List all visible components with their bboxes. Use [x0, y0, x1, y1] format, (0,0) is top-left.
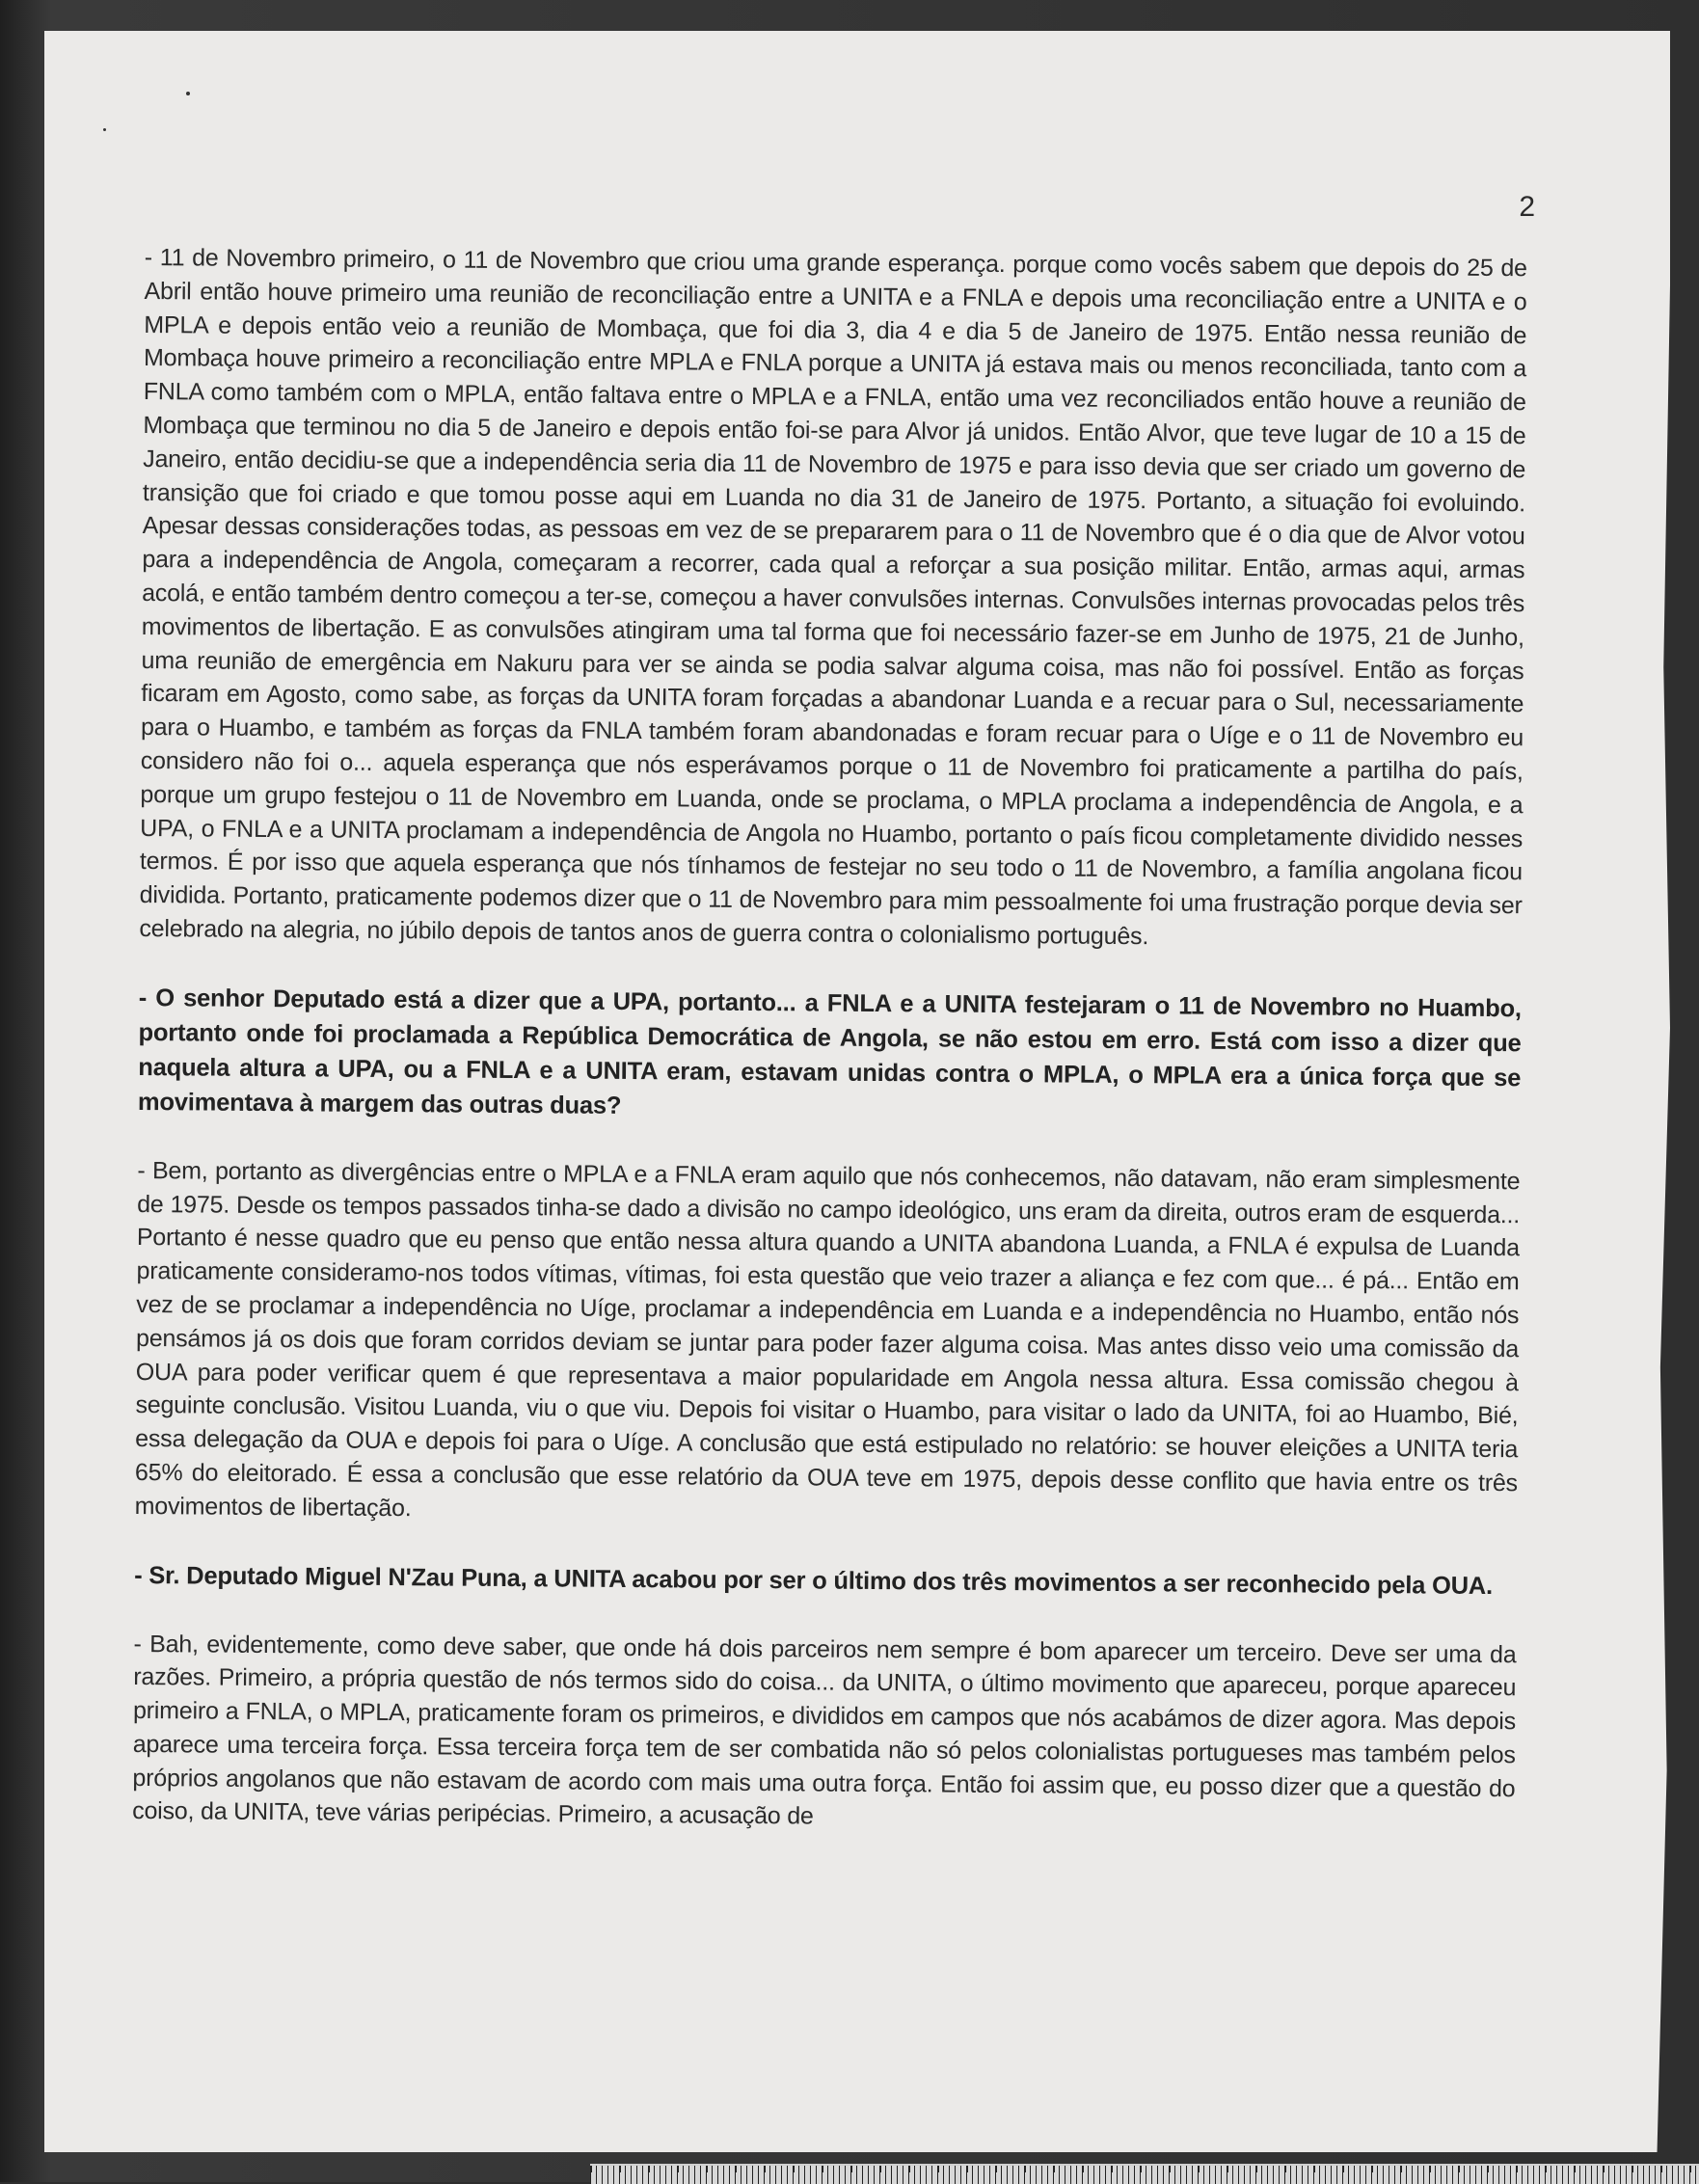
page-number: 2	[1519, 191, 1535, 223]
speck-mark	[186, 92, 190, 95]
answer-paragraph: - Bah, evidentemente, como deve saber, que onde há dois parceiros nem sempre é bom aparecer um terceiro. Deve ser uma da razões. Primeiro, a própria questão de nós termos sido do coisa... da UNITA, o último movimento que apareceu, porque apareceu primeiro a FNLA, o MPLA, praticamente foram os primeiros, e divididos em campos que nós acabámos de dizer agora. Mas depois aparece uma terceira força. Essa terceira força tem de ser combatida não só pelos colonialistas portugueses mas também pelos próprios angolanos que não estavam de acordo com mais uma outra força. Então foi assim que, eu posso dizer que a questão do coiso, da UNITA, teve várias peripécias. Primeiro, a acusação de	[132, 1630, 1517, 1830]
document-body	[132, 241, 1527, 1874]
answer-paragraph: - 11 de Novembro primeiro, o 11 de Novembro que criou uma grande esperança. porque como vocês sabem que depois do 25 de Abril então houve primeiro uma reunião de reconciliação entre a UNITA e a FNLA e depois uma reconciliação entre a UNITA e o MPLA e depois então veio a reunião de Mombaça, que foi dia 3, dia 4 e dia 5 de Janeiro de 1975. Então nessa reunião de Mombaça houve primeiro a reconciliação entre MPLA e FNLA porque a UNITA já estava mais ou menos reconciliada, tanto com a FNLA como também com o MPLA, então faltava entre o MPLA e a FNLA, então uma vez reconciliados então houve a reunião de Mombaça que terminou no dia 5 de Janeiro e depois então foi-se para Alvor já unidos. Então Alvor, que teve lugar de 10 a 15 de Janeiro, então decidiu-se que a independência seria dia 11 de Novembro de 1975 e para isso devia que ser criado um governo de transição que foi criado e que tomou posse aqui em Luanda no dia 31 de Janeiro de 1975. Portanto, a situação foi evoluindo. Apesar dessas considerações todas, as pessoas em vez de se prepararem para o 11 de Novembro que é o dia que de Alvor votou para a independência de Angola, começaram a recorrer, cada qual a reforçar a sua posição militar. Então, armas aqui, armas acolá, e então também dentro começou a ter-se, começou a haver convulsões internas. Convulsões internas provocadas pelos três movimentos de libertação. E as convulsões atingiram uma tal forma que foi necessário fazer-se em Junho de 1975, 21 de Junho, uma reunião de emergência em Nakuru para ver se ainda se podia salvar alguma coisa, mas não foi possível. Então as forças ficaram em Agosto, como sabe, as forças da UNITA foram forçadas a abandonar Luanda e a recuar para o Sul, necessariamente para o Huambo, e também as forças da FNLA também foram abandonadas e foram recuar para o Uíge e o 11 de Novembro eu considero não foi o... aquela esperança que nós esperávamos porque o 11 de Novembro foi praticamente a partilha do país, porque um grupo festejou o 11 de Novembro em Luanda, onde se proclama, o MPLA proclama a independência de Angola, e a UPA, o FNLA e a UNITA proclamam a independência de Angola no Huambo, portanto o país ficou completamente dividido nesses termos. É por isso que aquela esperança que nós tínhamos de festejar no seu todo o 11 de Novembro, a família angolana ficou dividida. Portanto, praticamente podemos dizer que o 11 de Novembro para mim pessoalmente foi uma frustração porque devia ser celebrado na alegria, no júbilo depois de tantos anos de guerra contra o colonialismo português.	[139, 243, 1527, 951]
scan-ruler	[590, 2164, 1699, 2184]
question-paragraph: - O senhor Deputado está a dizer que a UPA, portanto... a FNLA e a UNITA festejaram o 11 de Novembro no Huambo, portanto onde foi proclamada a República Democrática de Angola, se não estou em erro. Está com isso a dizer que naquela altura a UPA, ou a FNLA e a UNITA eram, estavam unidas contra o MPLA, o MPLA era a única força que se movimentava à margem das outras duas?	[137, 984, 1522, 1119]
speck-mark	[103, 128, 106, 131]
question-paragraph: - Sr. Deputado Miguel N'Zau Puna, a UNITA acabou por ser o último dos três movimentos a ser reconhecido pela OUA.	[134, 1561, 1494, 1600]
answer-paragraph: - Bem, portanto as divergências entre o MPLA e a FNLA eram aquilo que nós conhecemos, não datavam, não eram simplesmente de 1975. Desde os tempos passados tinha-se dado a divisão no campo ideológico, uns eram da direita, outros eram de esquerda... Portanto é nesse quadro que eu penso que então nessa altura quando a UNITA abandona Luanda, a FNLA é expulsa de Luanda praticamente consideramo-nos todos vítimas, vítimas, foi esta questão que veio trazer a aliança e fez com que... é pá... Então em vez de se proclamar a independência no Uíge, proclamar a independência em Luanda e a independência no Huambo, então nós pensámos já os dois que foram corridos deviam se juntar para poder fazer alguma coisa. Mas antes disso veio uma comissão da OUA para poder verificar quem é que representava a maior popularidade em Angola nessa altura. Essa comissão chegou à seguinte conclusão. Visitou Luanda, viu o que viu. Depois foi visitar o Huambo, para visitar o lado da UNITA, foi ao Huambo, Bié, essa delegação da OUA e depois foi para o Uíge. A conclusão que está estipulado no relatório: se houver eleições a UNITA teria 65% do eleitorado. É essa a conclusão que esse relatório da OUA teve em 1975, depois desse conflito que havia entre os três movimentos de libertação.	[134, 1156, 1521, 1522]
